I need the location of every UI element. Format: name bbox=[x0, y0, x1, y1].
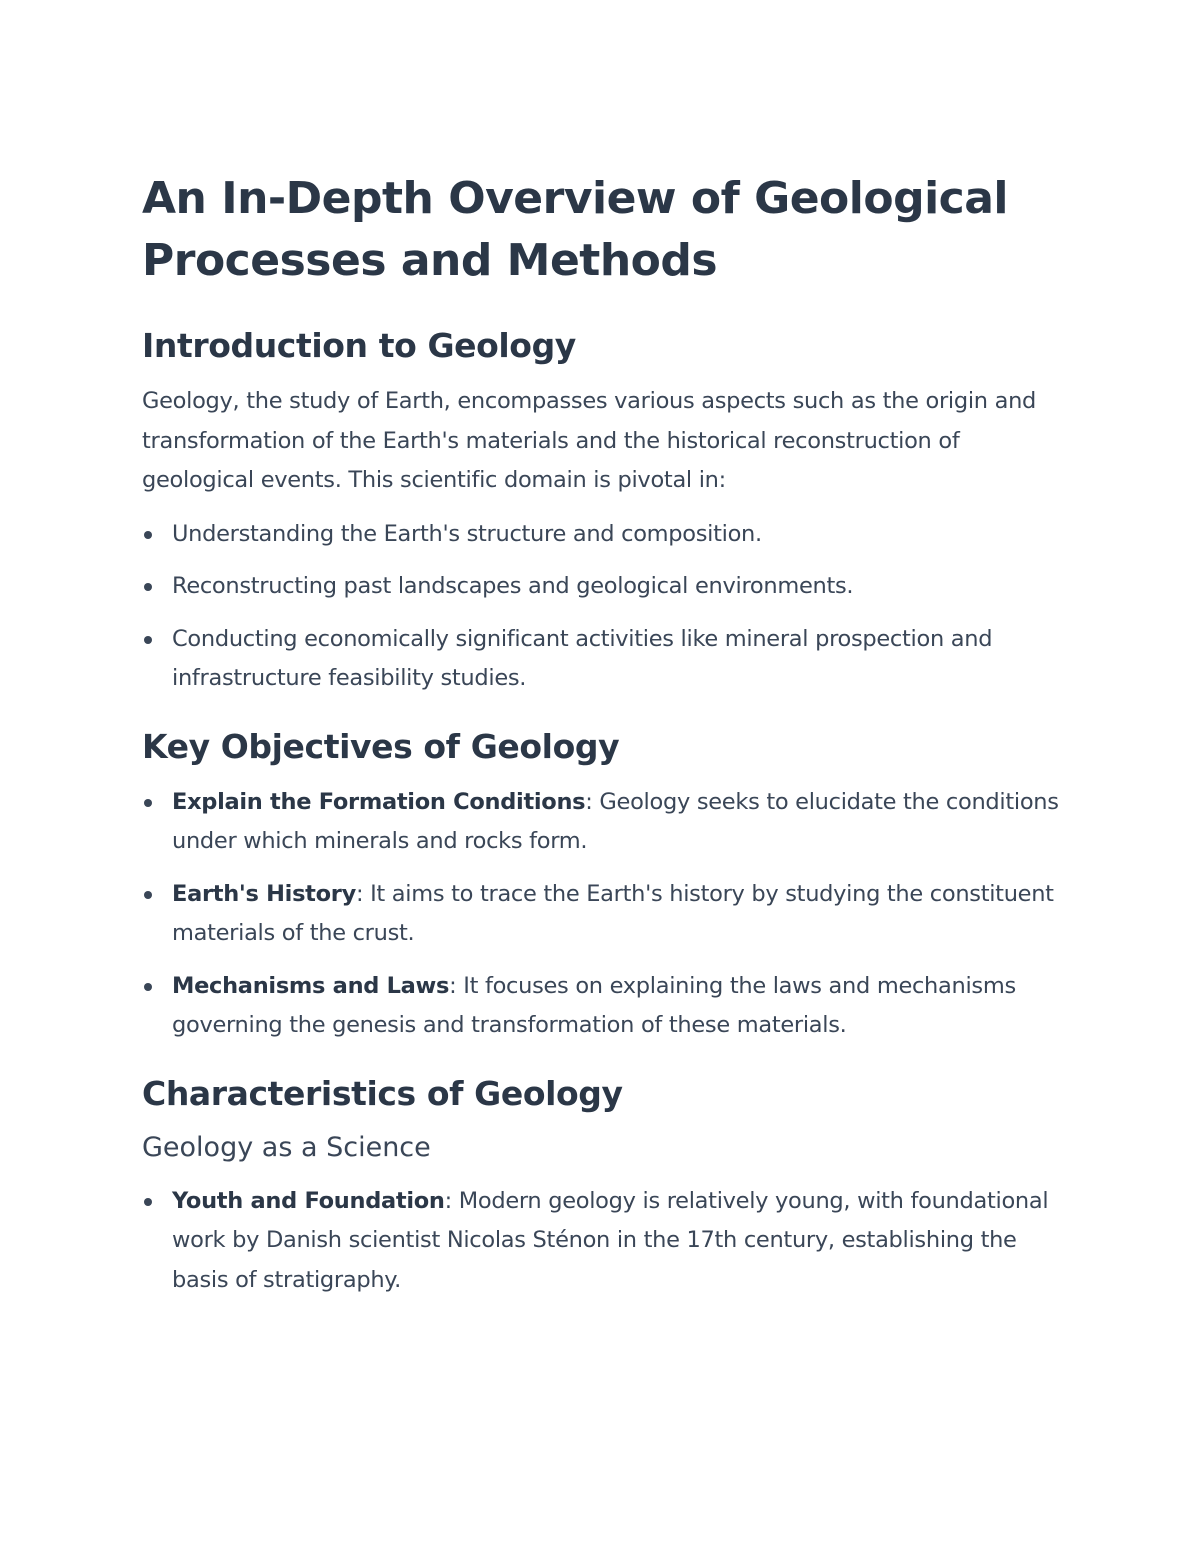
bullet-icon bbox=[144, 983, 152, 991]
list-item bbox=[142, 783, 1072, 862]
list-item: Conducting economically significant activities like mineral prospection and infrastructure feasibility studies. bbox=[142, 620, 1072, 699]
bullet-icon bbox=[144, 891, 152, 899]
list-item bbox=[142, 967, 1072, 1046]
bullet-icon bbox=[144, 1198, 152, 1206]
characteristics-list bbox=[142, 1182, 1072, 1301]
intro-paragraph: Geology, the study of Earth, encompasses various aspects such as the origin and transformation of the Earth's materials and the historical reconstruction of geological events. This scientific domain is pivotal in: bbox=[142, 388, 1037, 493]
intro-list bbox=[142, 515, 1072, 699]
list-item-term: Earth's History bbox=[172, 880, 356, 907]
list-item-term: Mechanisms and Laws bbox=[172, 972, 450, 999]
bullet-icon bbox=[144, 583, 152, 591]
bullet-icon bbox=[144, 636, 152, 644]
bullet-icon bbox=[144, 799, 152, 807]
section-heading-characteristics: Characteristics of Geology bbox=[142, 1073, 623, 1113]
list-item bbox=[142, 875, 1072, 954]
page-title: An In-Depth Overview of Geological Processes and Methods bbox=[142, 173, 1009, 286]
list-item-text: : Geology seeks to elucidate the conditions under which minerals and rocks form. bbox=[172, 788, 1059, 854]
list-item: Understanding the Earth's structure and composition. bbox=[142, 515, 1072, 555]
list-item-term: Explain the Formation Conditions bbox=[172, 788, 586, 815]
list-item-text: : Modern geology is relatively young, with foundational work by Danish scientist Nicolas Sténon in the 17th century, establishing the basis of stratigraphy. bbox=[172, 1187, 1049, 1293]
document-page bbox=[142, 168, 1072, 1313]
list-item: Reconstructing past landscapes and geological environments. bbox=[142, 567, 1072, 607]
section-characteristics bbox=[142, 1072, 1072, 1301]
list-item-text: : It aims to trace the Earth's history by studying the constituent materials of the crust. bbox=[172, 880, 1054, 946]
objectives-list bbox=[142, 783, 1072, 1046]
list-item-text: : It focuses on explaining the laws and mechanisms governing the genesis and transformation of these materials. bbox=[172, 972, 1016, 1038]
section-heading-key-objectives: Key Objectives of Geology bbox=[142, 726, 620, 766]
bullet-icon bbox=[144, 531, 152, 539]
list-item-term: Youth and Foundation bbox=[172, 1187, 445, 1214]
section-key-objectives bbox=[142, 725, 1072, 1046]
list-item bbox=[142, 1182, 1072, 1301]
subsection-heading: Geology as a Science bbox=[142, 1131, 431, 1163]
section-heading-introduction: Introduction to Geology bbox=[142, 326, 576, 365]
